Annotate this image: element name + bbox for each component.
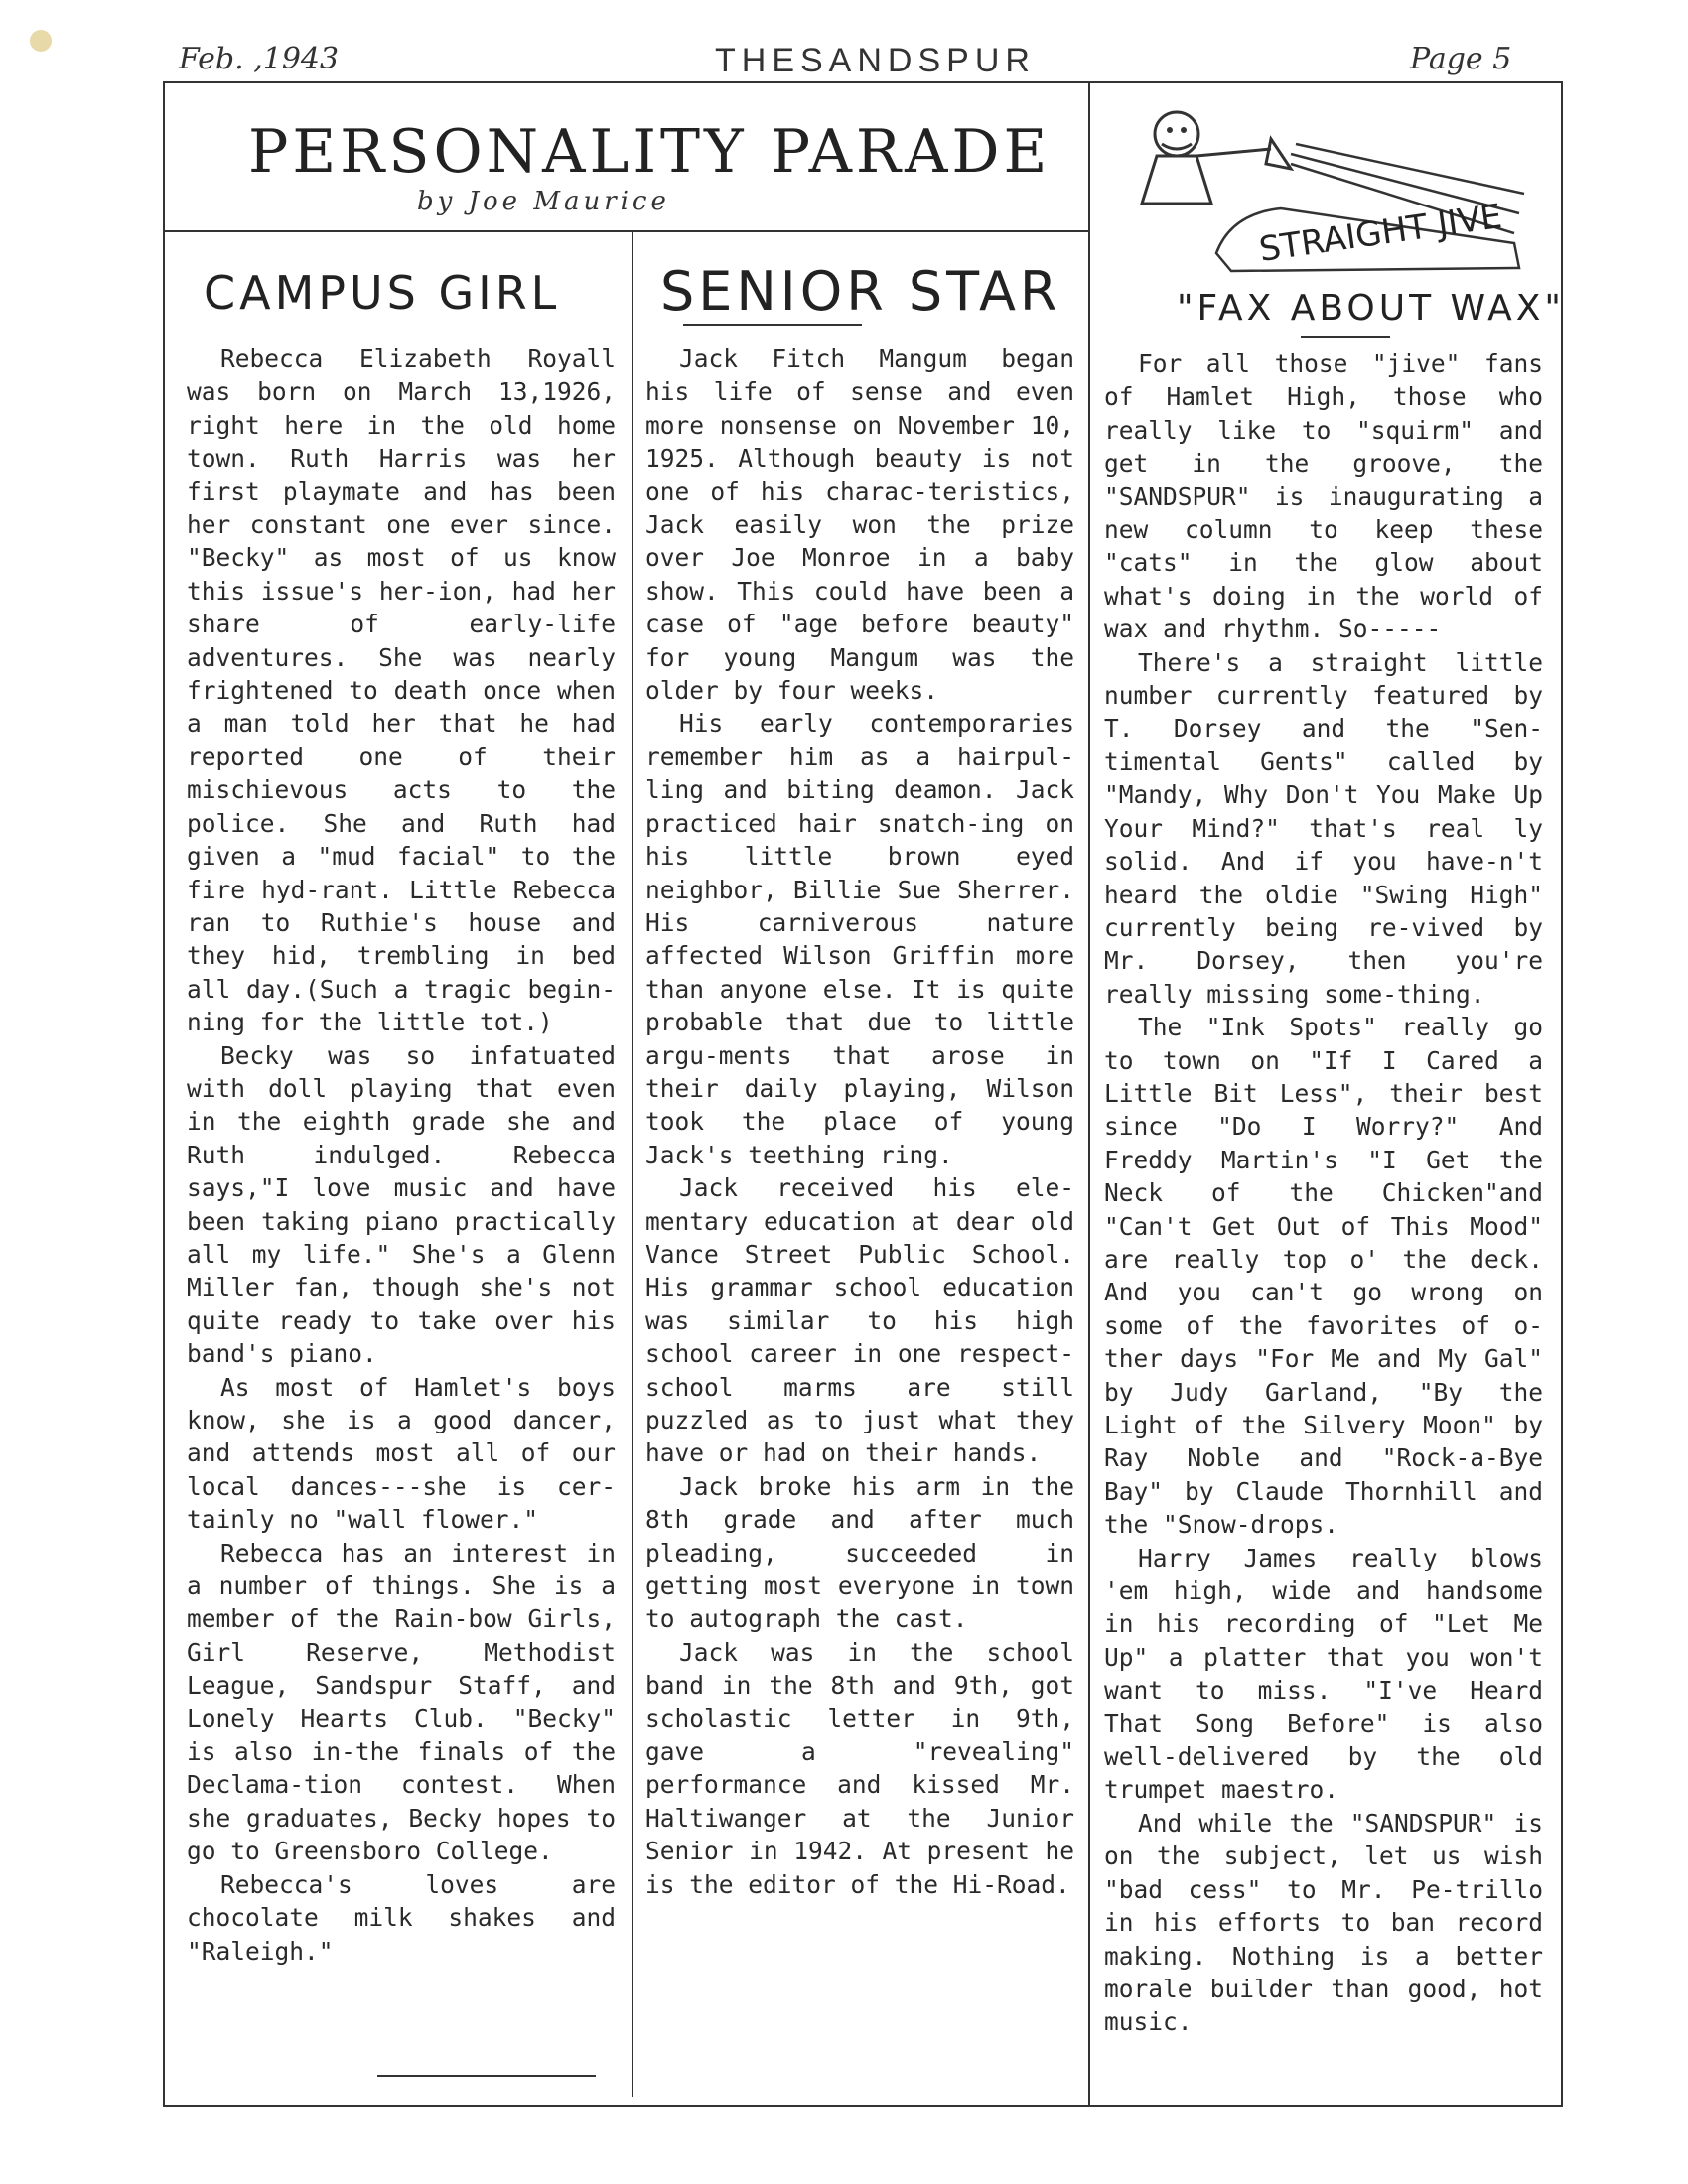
article-paragraph: As most of Hamlet's boys know, she is a good dancer, and attends most all of our local dances---she is cer-tainly no "wall flower." [187, 1372, 616, 1535]
column-divider-left [632, 230, 633, 2097]
article-paragraph: Harry James really blows 'em high, wide and handsome in his recording of "Let Me Up" a platter that you won't want to miss. "I've Heard That Song Before" is also well-delivered by the old trumpet maestro. [1104, 1543, 1543, 1805]
end-rule [377, 2075, 596, 2077]
fax-about-wax-heading: "FAX ABOUT WAX" [1177, 288, 1565, 329]
page-number: Page 5 [1410, 42, 1512, 76]
article-paragraph: Jack was in the school band in the 8th and 9th, got scholastic letter in 9th, gave a "revealing" performance and kissed Mr. Haltiwanger at the Junior Senior in 1942. At present he is the editor of the Hi-Road. [645, 1637, 1074, 1899]
article-paragraph: His early contemporaries remember him as a hairpul-ling and biting deamon. Jack practiced hair snatch-ing on his little brown eyed neighbor, Billie Sue Sherrer. His carniverous nature affected Wilson Griffin more than anyone else. It is quite probable that due to little argu-ments that arose in their daily playing, Wilson took the place of young Jack's teething ring. [645, 709, 1074, 1169]
issue-date: Feb. ,1943 [179, 42, 340, 76]
article-paragraph: Becky was so infatuated with doll playing that even in the eighth grade she and Ruth indulged. Rebecca says,"I love music and have been taking piano practically all my life." She's a Glenn Miller fan, though she's not quite ready to take over his band's piano. [187, 1040, 616, 1369]
article-paragraph: Rebecca Elizabeth Royall was born on March 13,1926, right here in the old home town. Ruth Harris was her first playmate and has been her constant one ever since. "Becky" as most of us know this issue's her-ion, had her share of early-life adventures. She was nearly frightened to death once when a man told her that he had reported one of their mischievous acts to the police. She and Ruth had given a "mud facial" to the fire hyd-rant. Little Rebecca ran to Ruthie's house and they hid, trembling in bed all day.(Such a tragic begin-ning for the little tot.) [187, 344, 616, 1037]
byline: by Joe Maurice [417, 187, 670, 216]
article-paragraph: The "Ink Spots" really go to town on "If I Cared a Little Bit Less", their best since "Do I Worry?" And Freddy Martin's "I Get the Neck of the Chicken"and "Can't Get Out of This Mood" are really top o' the deck. And you can't go wrong on some of the favorites of o-ther days "For Me and My Gal" by Judy Garland, "By the Light of the Silvery Moon" by Ray Noble and "Rock-a-Bye Bay" by Claude Thornhill and the "Snow-drops. [1104, 1013, 1543, 1540]
article-paragraph: And while the "SANDSPUR" is on the subject, let us wish "bad cess" to Mr. Pe-trillo in his efforts to ban record making. Nothing is a better morale builder than good, hot music. [1104, 1808, 1543, 2037]
article-paragraph: Jack broke his arm in the 8th grade and after much pleading, succeeded in getting most everyone in town to autograph the cast. [645, 1471, 1074, 1634]
fax-underline [1301, 336, 1390, 338]
senior-star-article [645, 342, 1074, 1901]
senior-star-heading: SENIOR STAR [660, 260, 1061, 323]
article-paragraph: Jack Fitch Mangum began his life of sense and even more nonsense on November 10, 1925. Although beauty is not one of his charac-teristics, Jack easily won the prize over Joe Monroe in a baby show. This could have been a case of "age before beauty" for young Mangum was the older by four weeks. [645, 344, 1074, 706]
senior-star-underline [683, 324, 862, 326]
feature-header-rule [163, 230, 1088, 232]
campus-girl-heading: CAMPUS GIRL [204, 266, 561, 320]
trumpet-player-cartoon-icon [1122, 94, 1549, 273]
article-paragraph: Jack received his ele-mentary education at dear old Vance Street Public School. His grammar school education was similar to his high school career in one respect-school marms are still puzzled as to just what they have or had on their hands. [645, 1173, 1074, 1468]
feature-title: PERSONALITY PARADE [248, 117, 1052, 187]
article-paragraph: For all those "jive" fans of Hamlet High, those who really like to "squirm" and get in the groove, the "SANDSPUR" is inaugurating a new column to keep these "cats" in the glow about what's doing in the world of wax and rhythm. So----- [1104, 349, 1543, 644]
campus-girl-article [187, 342, 616, 1968]
paper-name: THESANDSPUR [715, 42, 1036, 79]
article-paragraph: There's a straight little number currently featured by T. Dorsey and the "Sen-timental Gents" called by "Mandy, Why Don't You Make Up Your Mind?" that's real ly solid. And if you have-n't heard the oldie "Swing High" currently being re-vived by Mr. Dorsey, then you're really missing some-thing. [1104, 647, 1543, 1009]
straight-jive-article [1104, 347, 1543, 2039]
cartoon-logo-text: STRAIGHT JIVE [1256, 197, 1505, 270]
article-paragraph: Rebecca has an interest in a number of things. She is a member of the Rain-bow Girls, Girl Reserve, Methodist League, Sandspur Staff, and Lonely Hearts Club. "Becky" is also in-the finals of the Declama-tion contest. When she graduates, Becky hopes to go to Greensboro College. [187, 1538, 616, 1866]
article-paragraph: Rebecca's loves are chocolate milk shakes and "Raleigh." [187, 1869, 616, 1966]
punch-hole-icon [30, 30, 52, 52]
column-divider-right [1088, 81, 1090, 2107]
